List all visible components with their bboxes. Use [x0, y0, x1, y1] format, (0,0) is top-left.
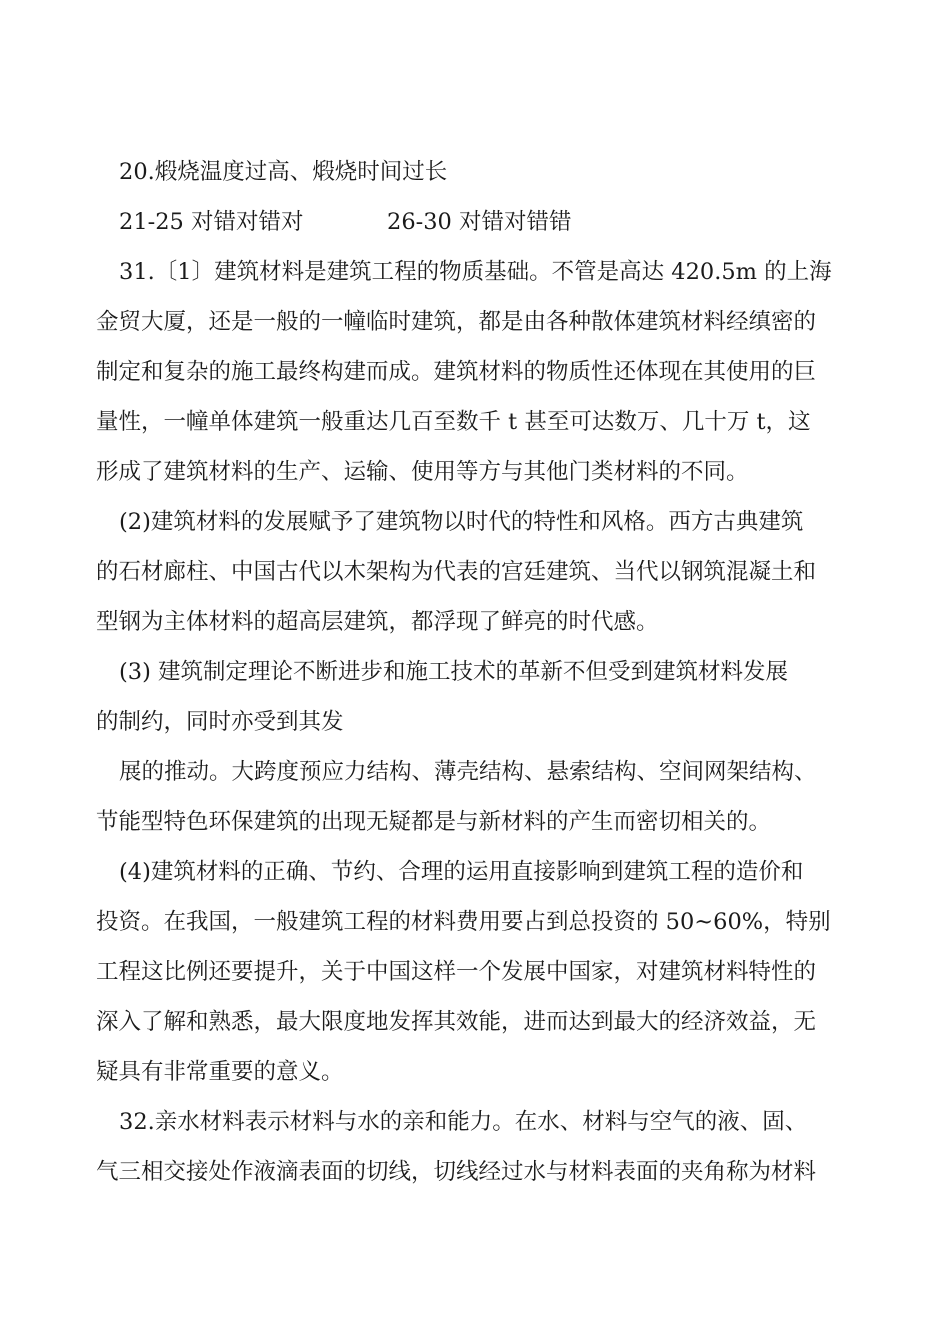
text-line: 型钢为主体材料的超高层建筑，都浮现了鲜亮的时代感。: [96, 609, 659, 635]
text-line: 节能型特色环保建筑的出现无疑都是与新材料的产生而密切相关的。: [96, 809, 772, 835]
text-line: 投资。在我国，一般建筑工程的材料费用要占到总投资的 50~60%，特别: [96, 909, 831, 935]
answer-line: [119, 202, 572, 242]
answer-group-26-30: 26-30 对错对错错: [387, 209, 572, 235]
text-line: 的制约，同时亦受到其发: [96, 709, 344, 735]
text-line: 深入了解和熟悉，最大限度地发挥其效能，进而达到最大的经济效益，无: [96, 1009, 817, 1035]
text-line: 疑具有非常重要的意义。: [96, 1059, 344, 1085]
text-line: (2)建筑材料的发展赋予了建筑物以时代的特性和风格。西方古典建筑: [119, 509, 804, 535]
text-line: (3) 建筑制定理论不断进步和施工技术的革新不但受到建筑材料发展: [119, 659, 789, 685]
text-line: 量性，一幢单体建筑一般重达几百至数千 t 甚至可达数万、几十万 t，这: [96, 409, 811, 435]
text-line: 气三相交接处作液滴表面的切线，切线经过水与材料表面的夹角称为材料: [96, 1159, 817, 1185]
text-line: 31.〔1〕建筑材料是建筑工程的物质基础。不管是高达 420.5m 的上海: [119, 259, 832, 285]
text-line: 形成了建筑材料的生产、运输、使用等方与其他门类材料的不同。: [96, 459, 749, 485]
text-line: 制定和复杂的施工最终构建而成。建筑材料的物质性还体现在其使用的巨: [96, 359, 817, 385]
text-line: 的石材廊柱、中国古代以木架构为代表的宫廷建筑、当代以钢筑混凝土和: [96, 559, 817, 585]
text-line: (4)建筑材料的正确、节约、合理的运用直接影响到建筑工程的造价和: [119, 859, 804, 885]
text-line: 32.亲水材料表示材料与水的亲和能力。在水、材料与空气的液、固、: [119, 1109, 808, 1135]
text-line: 金贸大厦，还是一般的一幢临时建筑，都是由各种散体建筑材料经缜密的: [96, 309, 817, 335]
text-line: 20.煅烧温度过高、煅烧时间过长: [119, 159, 448, 185]
text-line: 展的推动。大跨度预应力结构、薄壳结构、悬索结构、空间网架结构、: [119, 759, 817, 785]
answer-group-21-25: 21-25 对错对错对: [119, 209, 304, 235]
text-line: 工程这比例还要提升，关于中国这样一个发展中国家，对建筑材料特性的: [96, 959, 817, 985]
